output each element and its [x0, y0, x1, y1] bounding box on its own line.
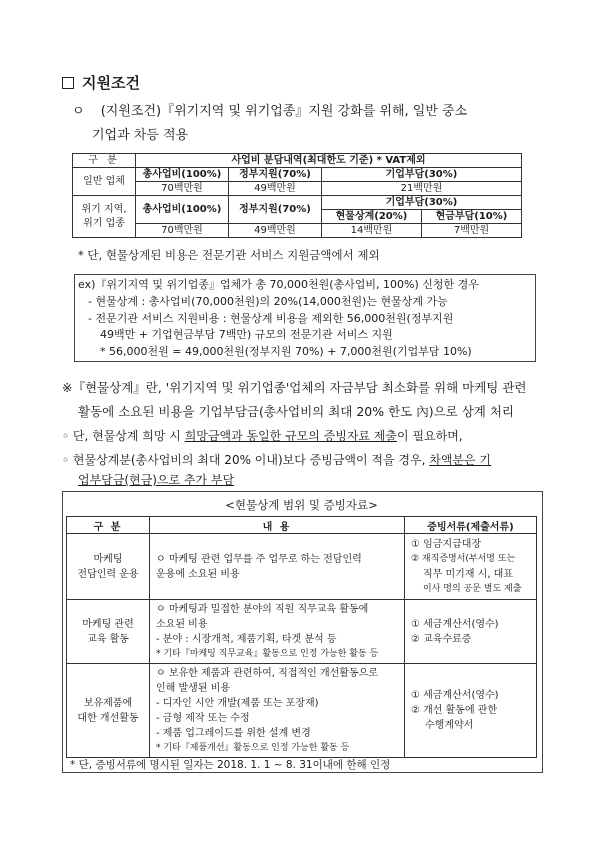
- checkbox-square-icon: [62, 77, 74, 89]
- column-header-docs: 증빙서류(제출서류): [405, 517, 537, 534]
- section-title: 지원조건: [82, 74, 140, 92]
- cell-company-value: 21백만원: [322, 182, 522, 196]
- table-row: [67, 664, 537, 758]
- column-header-content: 내 용: [150, 517, 405, 534]
- cell-cash-label: 현금부담(10%): [422, 210, 522, 224]
- cost-share-table: [72, 153, 522, 238]
- column-header-category: 구 분: [67, 517, 150, 534]
- cell-inkind-value: 14백만원: [322, 224, 422, 238]
- cell-gov-label: 정부지원(70%): [229, 168, 322, 182]
- intro-line-2: 기업과 차등 적용: [92, 128, 189, 143]
- content-cell: ㅇ 마케팅과 밀접한 분야의 직원 직무교육 활동에 소요된 비용 - 분야 : 시장개척, 제품기획, 타겟 분석 등 * 기타『마케팅 직무교육』활동으로 인정 가능한 활동 등: [150, 600, 405, 664]
- cell-company-label: 기업부담(30%): [322, 196, 522, 210]
- remark-line-1: ※『현물상계』란, '위기지역 및 위기업종'업체의 자금부담 최소화를 위해 마케팅 관련: [62, 380, 527, 395]
- scope-footnote: * 단, 증빙서류에 명시된 일자는 2018. 1. 1 ~ 8. 31이내에 한해 인정: [70, 759, 391, 771]
- example-line-4: 49백만 + 기업현금부담 7백만) 규모의 전문기관 서비스 지원: [100, 328, 393, 341]
- column-header-breakdown: 사업비 분담내역(최대한도 기준) * VAT제외: [136, 154, 522, 168]
- row-label-general: 일반 업체: [73, 168, 136, 196]
- column-header-category: 구 분: [73, 154, 136, 168]
- category-cell: 마케팅 관련 교육 활동: [67, 600, 150, 664]
- circle-bullet-icon: ㅇ: [72, 104, 85, 119]
- table-header-row: [73, 154, 522, 168]
- table-row: [73, 196, 522, 210]
- content-cell: ㅇ 마케팅 관련 업무를 주 업무로 하는 전담인력 운용에 소요된 비용: [150, 534, 405, 600]
- underlined-requirement: 희망금액과 동일한 규모의 증빙자료 제출: [184, 429, 398, 443]
- scope-title: <현물상계 범위 및 증빙자료>: [225, 498, 378, 512]
- table-header-row: [67, 517, 537, 534]
- cell-cash-value: 7백만원: [422, 224, 522, 238]
- cell-gov-label: 정부지원(70%): [229, 196, 322, 224]
- content-cell: ㅇ 보유한 제품과 관련하여, 직접적인 개선활동으로 인해 발생된 비용 - 디자인 시안 개발(제품 또는 포장재) - 금형 제작 또는 수정 - 제품 업그레이드를 위한 설계 변경 * 기타『제품개선』활동으로 인정 가능한 활동 등: [150, 664, 405, 758]
- section-heading: [62, 72, 140, 93]
- cell-total-value: 70백만원: [136, 224, 229, 238]
- cell-total-value: 70백만원: [136, 182, 229, 196]
- example-line-3: - 전문기관 서비스 지원비용 : 현물상계 비용을 제외한 56,000천원(정부지원: [88, 312, 454, 325]
- scope-table: [66, 516, 537, 758]
- intro-line-1: ㅇ (지원조건)『위기지역 및 위기업종』지원 강화를 위해, 일반 중소: [72, 104, 468, 119]
- cell-company-label: 기업부담(30%): [322, 168, 522, 182]
- remark-line-4: ◦ 현물상계분(총사업비의 최대 20% 이내)보다 증빙금액이 적을 경우, 차액분은 기: [62, 453, 492, 467]
- example-line-5: * 56,000천원 = 49,000천원(정부지원 70%) + 7,000천원(기업부담 10%): [100, 345, 472, 358]
- cell-inkind-label: 현물상계(20%): [322, 210, 422, 224]
- example-line-1: ex)『위기지역 및 위기업종』업체가 총 70,000천원(총사업비, 100%) 신청한 경우: [78, 278, 479, 291]
- table-row: [73, 168, 522, 182]
- remark-line-2: 활동에 소요된 비용을 기업부담금(총사업비의 최대 20% 한도 內)으로 상계 처리: [78, 404, 514, 419]
- example-line-2: - 현물상계 : 총사업비(70,000천원)의 20%(14,000천원)는 현물상계 가능: [88, 295, 448, 308]
- cell-gov-value: 49백만원: [229, 182, 322, 196]
- table-row: [67, 600, 537, 664]
- table-row: [67, 534, 537, 600]
- cell-total-label: 총사업비(100%): [136, 196, 229, 224]
- docs-cell: ① 세금계산서(영수) ② 개선 활동에 관한 수행계약서: [405, 664, 537, 758]
- docs-cell: ① 세금계산서(영수) ② 교육수료증: [405, 600, 537, 664]
- row-label-crisis: 위기 지역, 위기 업종: [73, 196, 136, 238]
- category-cell: 마케팅 전담인력 운용: [67, 534, 150, 600]
- remark-line-5: 업부담금(현금)으로 추가 부담: [78, 473, 235, 487]
- docs-cell: ① 임금지급대장 ② 재직증명서(부서명 또는 직무 미기재 시, 대표 이사 명의 공문 별도 제출: [405, 534, 537, 600]
- table-row: [73, 224, 522, 238]
- category-cell: 보유제품에 대한 개선활동: [67, 664, 150, 758]
- remark-line-3: ◦ 단, 현물상계 희망 시 희망금액과 동일한 규모의 증빙자료 제출이 필요하며,: [62, 429, 463, 443]
- underlined-difference: 차액분은 기: [429, 453, 492, 467]
- note-inkind-excluded: * 단, 현물상계된 비용은 전문기관 서비스 지원금액에서 제외: [78, 248, 380, 262]
- cell-gov-value: 49백만원: [229, 224, 322, 238]
- cell-total-label: 총사업비(100%): [136, 168, 229, 182]
- table-row: [73, 182, 522, 196]
